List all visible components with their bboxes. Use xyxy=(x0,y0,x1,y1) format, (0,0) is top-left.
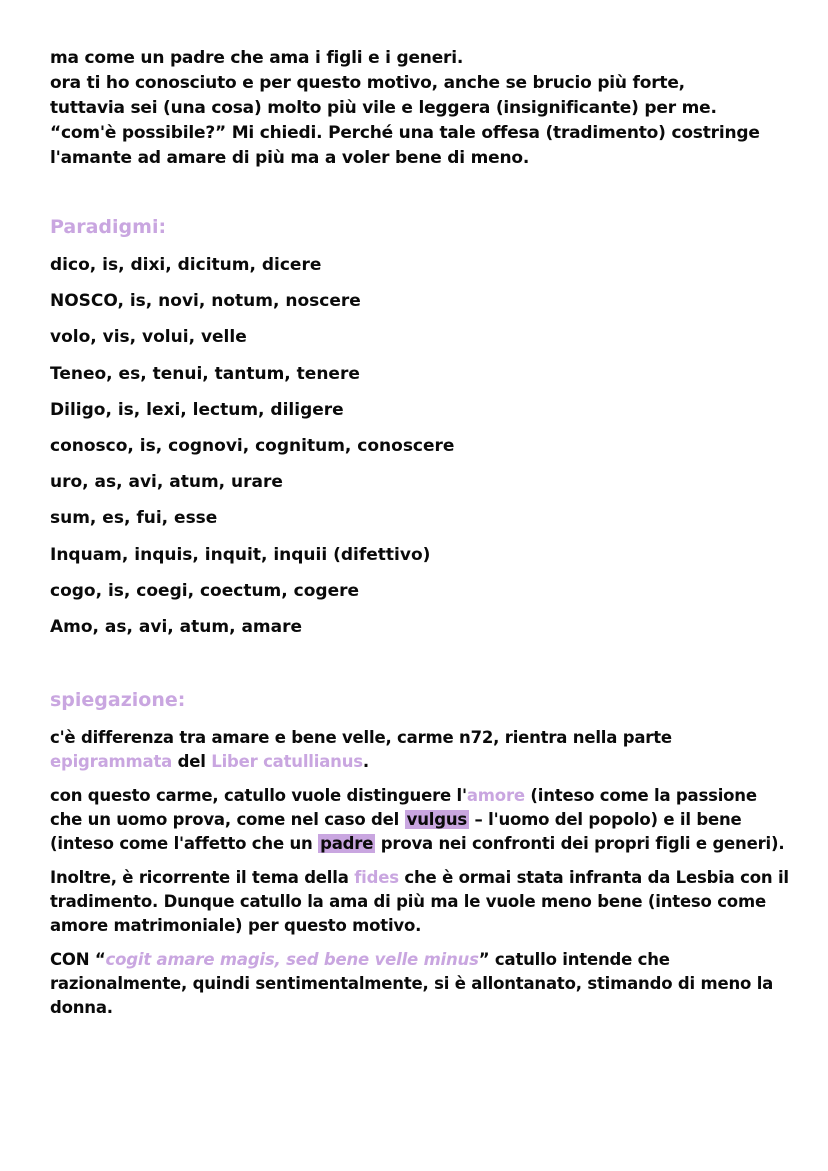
translation-line: “com'è possibile?” Mi chiedi. Perché una tale offesa (tradimento) costringe xyxy=(50,123,760,143)
translation-block xyxy=(50,46,790,171)
term-fides: fides xyxy=(354,868,399,887)
explanation-paragraph-4: CON “cogit amare magis, sed bene velle minus” catullo intende che razionalmente, quindi sentimentalmente, si è allontanato, stimando di meno la donna. xyxy=(50,950,774,1017)
translation-line: l'amante ad amare di più ma a voler bene di meno. xyxy=(50,148,530,168)
paradigmi-heading: Paradigmi: xyxy=(50,216,167,238)
term-epigrammata: epigrammata xyxy=(50,752,173,771)
paradigm-item: conosco, is, cognovi, cognitum, conoscere xyxy=(50,435,455,456)
paradigm-item: dico, is, dixi, dicitum, dicere xyxy=(50,255,322,275)
paradigm-item: Inquam, inquis, inquit, inquii (difettivo) xyxy=(50,544,431,565)
translation-line: tuttavia sei (una cosa) molto più vile e leggera (insignificante) per me. xyxy=(50,98,717,118)
highlight-vulgus: vulgus xyxy=(406,810,467,829)
paradigm-list xyxy=(50,250,454,648)
explanation-paragraph-3: Inoltre, è ricorrente il tema della fides che è ormai stata infranta da Lesbia con il tradimento. Dunque catullo la ama di più ma le vuole meno bene (inteso come amore matrimoniale) per questo motivo. xyxy=(50,868,789,935)
paradigm-item: uro, as, avi, atum, urare xyxy=(50,472,283,493)
translation-line: ora ti ho conosciuto e per questo motivo, anche se brucio più forte, xyxy=(50,73,685,93)
translation-line: ma come un padre che ama i figli e i generi. xyxy=(50,48,464,68)
term-liber-catullianus: Liber catullianus xyxy=(211,752,363,771)
latin-quote: cogit amare magis, sed bene velle minus xyxy=(105,950,479,969)
paradigm-item: Diligo, is, lexi, lectum, diligere xyxy=(50,399,344,420)
paradigm-item: sum, es, fui, esse xyxy=(50,508,218,529)
spiegazione-heading: spiegazione: xyxy=(50,689,186,711)
paradigm-item: Teneo, es, tenui, tantum, tenere xyxy=(50,363,360,384)
spiegazione-body xyxy=(50,726,792,1030)
paradigm-item: NOSCO, is, novi, notum, noscere xyxy=(50,291,361,312)
term-amore: amore xyxy=(466,786,525,805)
explanation-paragraph-1: c'è differenza tra amare e bene velle, carme n72, rientra nella parte epigrammata del Liber catullianus. xyxy=(50,728,672,771)
paradigm-item: Amo, as, avi, atum, amare xyxy=(50,616,303,637)
paradigm-item: volo, vis, volui, velle xyxy=(50,327,247,348)
highlight-padre: padre xyxy=(320,834,374,853)
paradigm-item: cogo, is, coegi, coectum, cogere xyxy=(50,580,360,601)
explanation-paragraph-2: con questo carme, catullo vuole distinguere l'amore (inteso come la passione che un uomo prova, come nel caso del vulgus – l'uomo del popolo) e il bene (inteso come l'affetto che un padre prova nei confronti dei propri figli e generi). xyxy=(50,786,785,853)
